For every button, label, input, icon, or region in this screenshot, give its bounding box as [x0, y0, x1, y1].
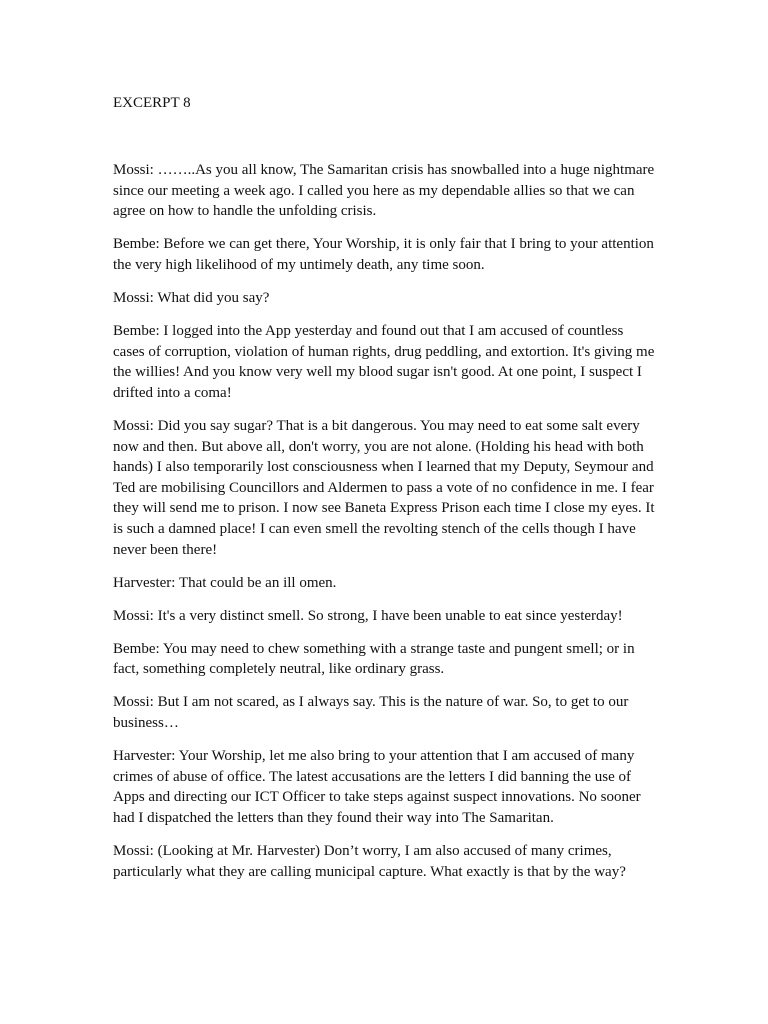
paragraph-bembe-1: Bembe: Before we can get there, Your Worship, it is only fair that I bring to your attention the very high likelihood of my untimely death, any time soon. [113, 236, 654, 273]
paragraph-harvester-1: Harvester: That could be an ill omen. [113, 574, 337, 591]
paragraph-mossi-4: Mossi: It's a very distinct smell. So strong, I have been unable to eat since yesterday! [113, 607, 623, 624]
paragraph-bembe-2: Bembe: I logged into the App yesterday and found out that I am accused of countless cases of corruption, violation of human rights, drug peddling, and extortion. It's giving me the willies! And you know very well my blood sugar isn't good. At one point, I suspect I drifted into a coma! [113, 323, 655, 401]
paragraph-mossi-6: Mossi: (Looking at Mr. Harvester) Don’t worry, I am also accused of many crimes, particularly what they are calling municipal capture. What exactly is that by the way? [113, 843, 626, 880]
paragraph-mossi-3: Mossi: Did you say sugar? That is a bit dangerous. You may need to eat some salt every now and then. But above all, don't worry, you are not alone. (Holding his head with both hands) I also temporarily lost consciousness when I learned that my Deputy, Seymour and Ted are mobilising Councillors and Aldermen to pass a vote of no confidence in me. I fear they will send me to prison. I now see Baneta Express Prison each time I close my eyes. It is such a damned place! I can even smell the revolting stench of the cells though I have never been there! [113, 417, 655, 558]
paragraph-bembe-3: Bembe: You may need to chew something with a strange taste and pungent smell; or in fact, something completely neutral, like ordinary grass. [113, 640, 635, 678]
document-page [113, 93, 658, 895]
paragraph-mossi-1: Mossi: ……..As you all know, The Samaritan crisis has snowballed into a huge nightmare since our meeting a week ago. I called you here as my dependable allies so that we can agree on how to handle the unfolding crisis. [113, 162, 655, 220]
paragraph-mossi-2: Mossi: What did you say? [113, 289, 270, 306]
paragraph-mossi-5: Mossi: But I am not scared, as I always say. This is the nature of war. So, to get to our business… [113, 694, 629, 732]
paragraph-harvester-2: Harvester: Your Worship, let me also bring to your attention that I am accused of many crimes of abuse of office. The latest accusations are the letters I did banning the use of Apps and directing our ICT Officer to take steps against suspect innovations. No sooner had I dispatched the letters than they found their way into The Samaritan. [113, 748, 641, 826]
excerpt-heading: EXCERPT 8 [113, 95, 191, 111]
